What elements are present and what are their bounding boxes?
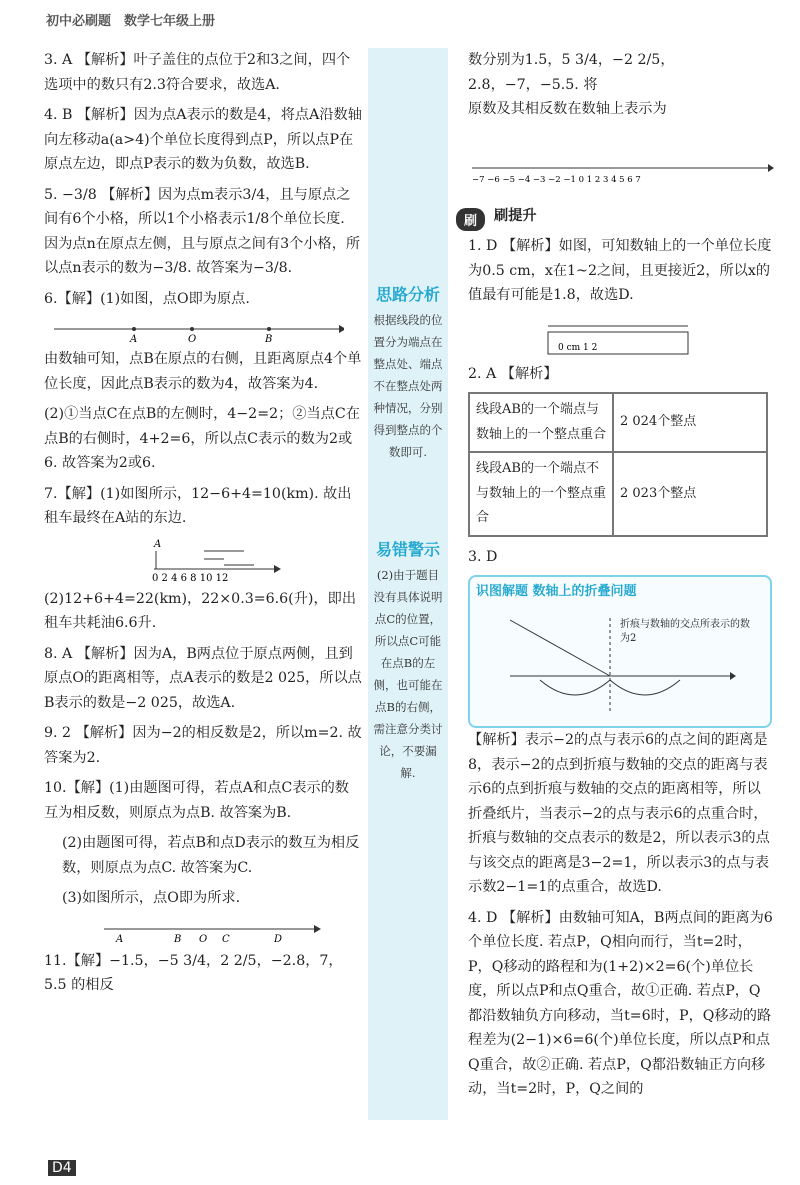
taxi-route-figure <box>144 537 444 583</box>
answer-r3-analysis: 【解析】表示−2的点与表示6的点之间的距离是8，表示−2的点到折痕与数轴的交点的距离与表示6的点到折痕与数轴的交点的距离相等，所以折叠纸片，当表示−2的点与表示6的点重合时，折痕与数轴的交点表示的数是2，所以表示3的点与该交点的距离是3−2=1，所以表示3的点与表示数2−1=1的点重合，故选D. <box>468 732 770 895</box>
svg-text:−7 −6 −5 −4 −3 −2 −1 0 1 2 3 4: −7 −6 −5 −4 −3 −2 −1 0 1 2 3 4 5 6 7 <box>472 174 641 185</box>
right-column <box>468 48 774 1108</box>
answer-r2: 2. A 【解析】 <box>468 365 558 382</box>
answer-7-part2: (2)12+6+4=22(km)，22×0.3=6.6(升)，即出租车共耗油6.6升. <box>44 590 357 631</box>
answer-4: 4. B 【解析】因为点A表示的数是4，将点A沿数轴向左移动a(a>4)个单位长度得到点P，所以点P在原点左边，即点P表示的数为负数，故选B. <box>44 107 362 172</box>
page-number: D4 <box>48 1160 76 1176</box>
fold-note: 折痕与数轴的交点所表示的数为2 <box>620 618 750 644</box>
answer-5: 5. −3/8 【解析】因为点m表示3/4，且与原点之间有6个小格，所以1个小格表示1/8个单位长度. 因为点n在原点左侧，且与原点之间有3个小格，所以点n表示的数为−3/8. 故答案为−3/8. <box>44 186 361 276</box>
svg-text:O: O <box>188 334 197 343</box>
answer-11-continued-1: 数分别为1.5，5 3/4，−2 2/5，2.8，−7，−5.5. 将 <box>468 52 675 93</box>
figure-title: 数轴上的折叠问题 <box>532 584 637 599</box>
svg-text:B: B <box>265 334 273 343</box>
svg-text:0 cm 1 2: 0 cm 1 2 <box>558 342 598 353</box>
answer-r4: 4. D 【解析】由数轴可知A，B两点间的距离为6个单位长度. 若点P，Q相向而行，当t=2时，P，Q移动的路程和为(1+2)×2=6(个)单位长度，所以点P和点Q重合，故①正确. 若点P，Q都沿数轴负方向移动，当t=6时，P，Q移动的路程差为(2−1)×6=6(个)单位长度，所以点P和点Q重合，故②正确. 若点P，Q都沿数轴正方向移动，当t=2时，P，Q之间的 <box>468 909 773 1097</box>
answer-10-part1: 10.【解】(1)由题图可得，若点A和点C表示的数互为相反数，则原点为点B. 故答案为B. <box>44 780 349 821</box>
ruler-figure <box>468 314 774 358</box>
segment-cases-table <box>468 392 768 537</box>
folding-number-line <box>470 608 766 718</box>
answer-10-part3: (3)如图所示，点O即为所求. <box>62 890 241 906</box>
answer-8: 8. A 【解析】因为A，B两点位于原点两侧，且到原点O的距离相等，点A表示的数是2 025，所以点B表示的数是−2 025，故选A. <box>44 645 362 711</box>
answer-11: 11.【解】−1.5，−5 3/4，2 2/5，−2.8，7，5.5 的相反 <box>44 952 343 993</box>
section-badge-icon: 刷 <box>456 208 485 231</box>
answer-6-part2: (2)①当点C在点B的左侧时，4−2=2；②当点C在点B的右侧时，4+2=6，所以点C表示的数为2或6. 故答案为2或6. <box>44 406 360 471</box>
number-line-figure-11 <box>468 126 774 186</box>
svg-text:A: A <box>130 334 138 343</box>
table-cell: 2 023个整点 <box>613 452 767 536</box>
note-title-warning: 易错警示 <box>375 540 440 559</box>
figure-label: 识图解题 <box>476 584 529 599</box>
note-warning: (2)由于题目没有具体说明点C的位置，所以点C可能在点B的左侧，也可能在点B的右侧，需注意分类讨论，不要漏解. <box>373 568 443 780</box>
left-column <box>44 48 362 1004</box>
svg-text:D: D <box>274 933 283 945</box>
answer-11-continued-2: 原数及其相反数在数轴上表示为 <box>468 101 667 117</box>
number-line-figure-6 <box>44 317 344 343</box>
note-title-thinking: 思路分析 <box>375 285 440 304</box>
answer-3: 3. A 【解析】叶子盖住的点位于2和3之间，四个选项中的数只有2.3符合要求，故选A. <box>44 52 351 93</box>
page-header: 初中必刷题 数学七年级上册 <box>46 14 216 29</box>
svg-text:C: C <box>222 933 230 945</box>
answer-6-part1b: 由数轴可知，点B在原点的右侧，且距离原点4个单位长度，因此点B表示的数为4，故答案为4. <box>44 351 362 392</box>
svg-text:0 2 4 6 8 10 12: 0 2 4 6 8 10 12 <box>152 572 229 583</box>
answer-7-part1: 7.【解】(1)如图所示，12−6+4=10(km). 故出租车最终在A站的东边. <box>44 485 352 526</box>
table-cell: 线段AB的一个端点与数轴上的一个整点重合 <box>469 393 613 452</box>
number-line-figure-10 <box>44 917 344 945</box>
svg-text:A: A <box>116 933 124 945</box>
side-notes-column <box>368 48 448 1120</box>
answer-r3: 3. D <box>468 548 498 565</box>
answer-9: 9. 2 【解析】因为−2的相反数是2，所以m=2. 故答案为2. <box>44 725 362 766</box>
folding-figure-box <box>468 575 772 728</box>
table-cell: 2 024个整点 <box>613 393 767 452</box>
svg-text:B: B <box>174 933 182 945</box>
answer-6-part1: 6.【解】(1)如图，点O即为原点. <box>44 290 250 307</box>
answer-r1: 1. D 【解析】如图，可知数轴上的一个单位长度为0.5 cm，x在1~2之间，且更接近2，所以x的值最有可能是1.8，故选D. <box>468 238 772 303</box>
table-cell: 线段AB的一个端点不与数轴上的一个整点重合 <box>469 452 613 536</box>
svg-text:O: O <box>199 933 208 945</box>
svg-text:A: A <box>154 538 162 550</box>
section-title: 刷提升 <box>494 207 537 224</box>
note-thinking: 根据线段的位置分为端点在整点处、端点不在整点处两种情况，分别得到整点的个数即可. <box>373 313 443 459</box>
answer-10-part2: (2)由题图可得，若点B和点D表示的数互为相反数，则原点为点C. 故答案为C. <box>62 835 360 876</box>
